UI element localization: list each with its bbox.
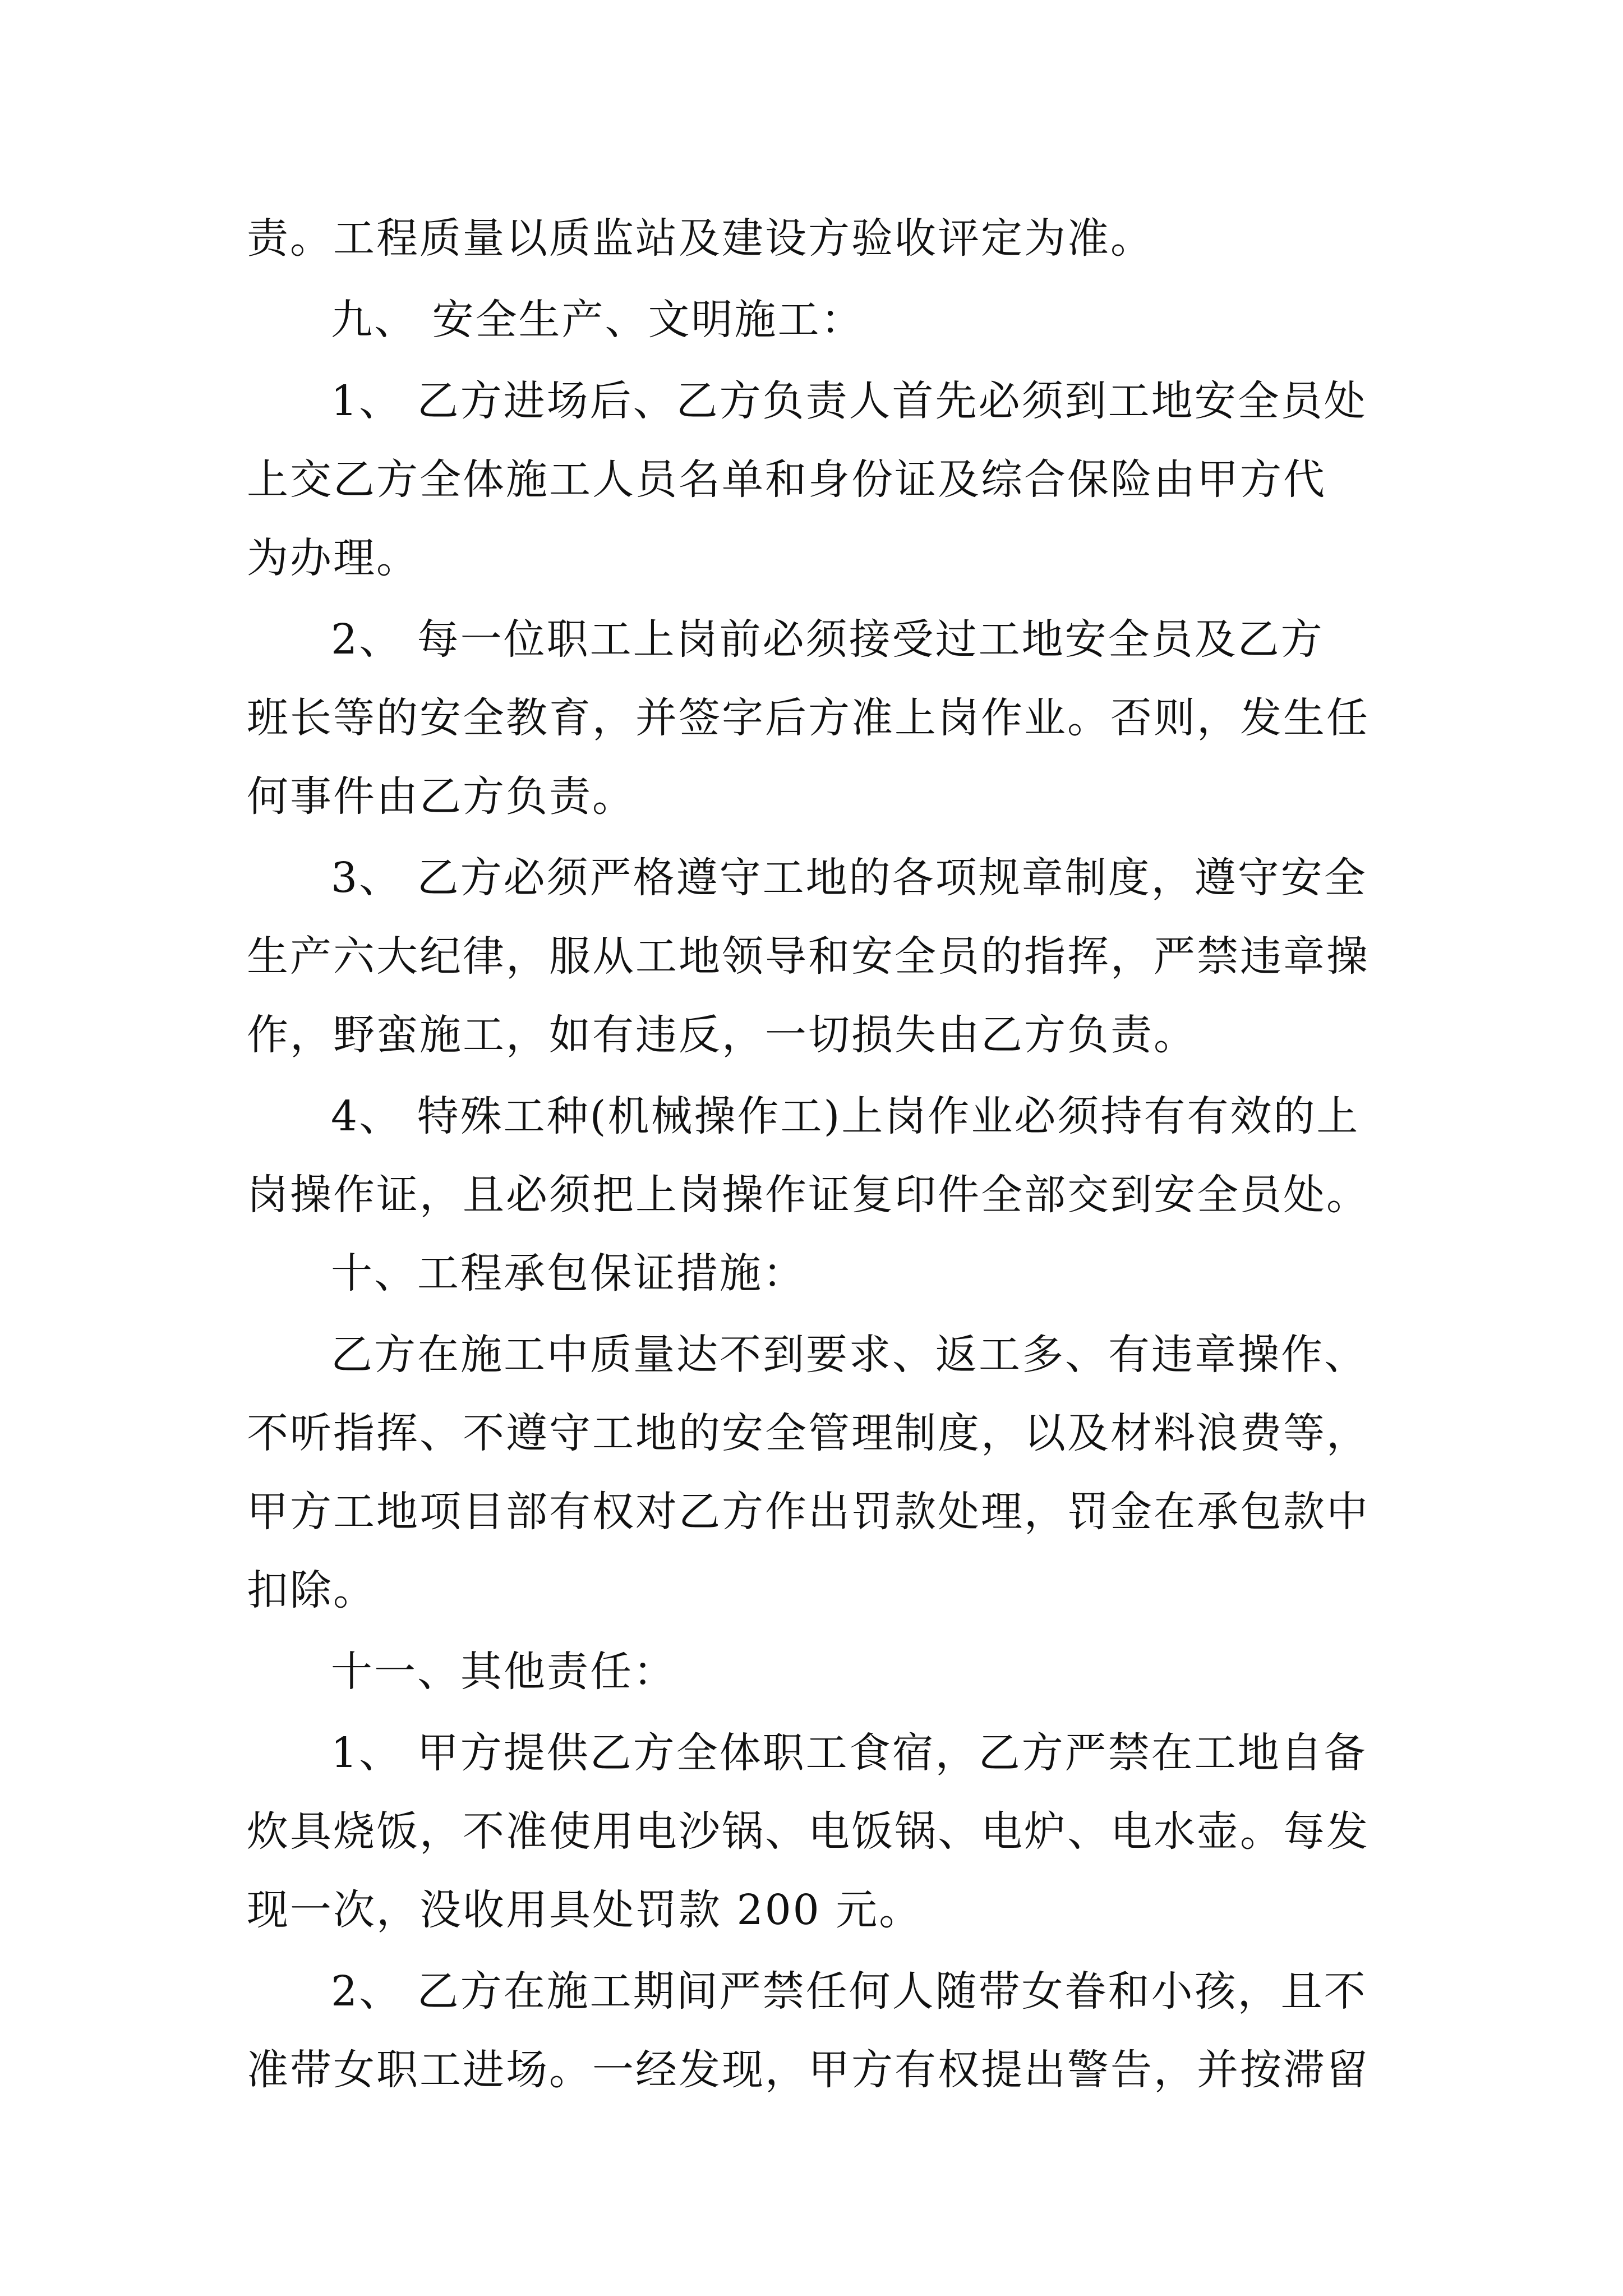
text-line: 生产六大纪律，服从工地领导和安全员的指挥，严禁违章操	[247, 932, 1370, 981]
text-line: 1、 乙方进场后、乙方负责人首先必须到工地安全员处	[331, 377, 1367, 425]
text-line: 2、 乙方在施工期间严禁任何人随带女眷和小孩，且不	[331, 1967, 1367, 2016]
section-heading-other: 十一、其他责任：	[331, 1648, 676, 1696]
text-line: 乙方在施工中质量达不到要求、返工多、有违章操作、	[331, 1331, 1367, 1379]
text-line: 不听指挥、不遵守工地的安全管理制度，以及材料浪费等，	[247, 1409, 1370, 1457]
text-line: 何事件由乙方负责。	[247, 772, 635, 821]
text-line: 炊具烧饭，不准使用电沙锅、电饭锅、电炉、电水壶。每发	[247, 1807, 1370, 1856]
text-line: 为办理。	[247, 534, 419, 582]
section-heading-safety: 九、 安全生产、文明施工：	[331, 296, 864, 344]
text-line: 2、 每一位职工上岗前必须接受过工地安全员及乙方	[331, 615, 1324, 664]
text-line: 4、 特殊工种(机械操作工)上岗作业必须持有有效的上	[331, 1092, 1360, 1140]
text-line: 现一次，没收用具处罚款 200 元。	[247, 1886, 923, 1934]
text-line: 扣除。	[247, 1566, 376, 1614]
text-line: 上交乙方全体施工人员名单和身份证及综合保险由甲方代	[247, 455, 1326, 504]
text-line: 甲方工地项目部有权对乙方作出罚款处理，罚金在承包款中	[247, 1488, 1370, 1536]
text-line: 岗操作证，且必须把上岗操作证复印件全部交到安全员处。	[247, 1171, 1370, 1219]
text-line: 3、 乙方必须严格遵守工地的各项规章制度，遵守安全	[331, 854, 1367, 902]
text-line: 准带女职工进场。一经发现，甲方有权提出警告，并按滞留	[247, 2046, 1370, 2094]
section-heading-guarantee: 十、工程承包保证措施：	[331, 1249, 806, 1297]
text-line: 班长等的安全教育，并签字后方准上岗作业。否则，发生任	[247, 694, 1370, 742]
text-line: 1、 甲方提供乙方全体职工食宿，乙方严禁在工地自备	[331, 1729, 1367, 1777]
text-line: 作，野蛮施工，如有违反，一切损失由乙方负责。	[247, 1011, 1197, 1059]
text-line: 责。工程质量以质监站及建设方验收评定为准。	[247, 214, 1154, 263]
